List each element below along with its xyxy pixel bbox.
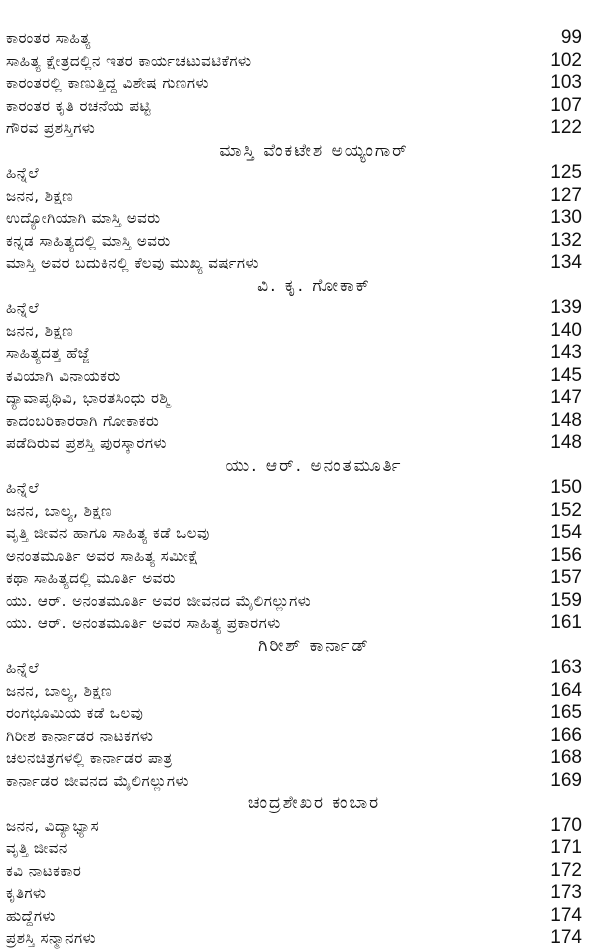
entry-title: ಕವಿ ನಾಟಕಕಾರ	[6, 861, 82, 880]
toc-entry	[6, 860, 582, 883]
entry-page-number: 143	[550, 342, 582, 364]
entry-page-number: 173	[550, 882, 582, 904]
toc-entry	[6, 50, 582, 73]
table-of-contents	[6, 27, 582, 950]
entry-title: ಯು. ಆರ್. ಅನಂತಮೂರ್ತಿ ಅವರ ಜೀವನದ ಮೈಲಿಗಲ್ಲುಗಳು	[6, 591, 312, 610]
entry-title: ಮಾಸ್ತಿ ಅವರ ಬದುಕಿನಲ್ಲಿ ಕೆಲವು ಮುಖ್ಯ ವರ್ಷಗಳು	[6, 254, 259, 273]
entry-title: ರಂಗಭೂಮಿಯ ಕಡೆ ಒಲವು	[6, 704, 144, 723]
toc-entry	[6, 185, 582, 208]
entry-page-number: 157	[550, 567, 582, 589]
toc-entry	[6, 117, 582, 140]
toc-entry	[6, 27, 582, 50]
toc-entry	[6, 162, 582, 185]
entry-page-number: 168	[550, 747, 582, 769]
entry-page-number: 103	[550, 72, 582, 94]
entry-title: ಹುದ್ದೆಗಳು	[6, 906, 56, 925]
entry-page-number: 154	[550, 522, 582, 544]
entry-title: ಪಡೆದಿರುವ ಪ್ರಶಸ್ತಿ ಪುರಸ್ಕಾರಗಳು	[6, 434, 167, 453]
entry-page-number: 127	[550, 184, 582, 206]
entry-page-number: 152	[550, 499, 582, 521]
entry-title: ಕಾದಂಬರಿಕಾರರಾಗಿ ಗೋಕಾಕರು	[6, 411, 160, 430]
entry-title: ವೃತ್ತಿ ಜೀವನ ಹಾಗೂ ಸಾಹಿತ್ಯ ಕಡೆ ಒಲವು	[6, 524, 210, 543]
entry-title: ಗೌರವ ಪ್ರಶಸ್ತಿಗಳು	[6, 119, 96, 138]
toc-entry	[6, 432, 582, 455]
entry-page-number: 99	[560, 27, 582, 49]
entry-page-number: 174	[550, 904, 582, 926]
entry-title: ಪ್ರಶಸ್ತಿ ಸನ್ಮಾನಗಳು	[6, 929, 97, 948]
entry-page-number: 150	[550, 477, 582, 499]
toc-entry	[6, 320, 582, 343]
toc-entry	[6, 770, 582, 793]
entry-title: ಕವಿಯಾಗಿ ವಿನಾಯಕರು	[6, 366, 121, 385]
entry-page-number: 172	[550, 859, 582, 881]
toc-entry	[6, 927, 582, 950]
entry-title: ಯು. ಆರ್. ಅನಂತಮೂರ್ತಿ ಅವರ ಸಾಹಿತ್ಯ ಪ್ರಕಾರಗಳು	[6, 614, 281, 633]
entry-title: ಗಿರೀಶ ಕಾರ್ನಾಡರ ನಾಟಕಗಳು	[6, 726, 154, 745]
toc-entry	[6, 297, 582, 320]
toc-entry	[6, 747, 582, 770]
entry-page-number: 122	[550, 117, 582, 139]
entry-page-number: 166	[550, 724, 582, 746]
toc-entry	[6, 72, 582, 95]
entry-title: ಜನನ, ವಿದ್ಯಾಭ್ಯಾಸ	[6, 816, 100, 835]
entry-page-number: 174	[550, 927, 582, 949]
entry-title: ಕಥಾ ಸಾಹಿತ್ಯದಲ್ಲಿ ಮೂರ್ತಿ ಅವರು	[6, 569, 176, 588]
entry-title: ಹಿನ್ನೆಲೆ	[6, 299, 40, 318]
toc-entry	[6, 522, 582, 545]
toc-entry	[6, 702, 582, 725]
entry-page-number: 164	[550, 679, 582, 701]
toc-entry	[6, 657, 582, 680]
entry-page-number: 148	[550, 432, 582, 454]
toc-entry	[6, 477, 582, 500]
toc-entry	[6, 905, 582, 928]
entry-page-number: 171	[550, 837, 582, 859]
entry-page-number: 125	[550, 162, 582, 184]
toc-entry	[6, 882, 582, 905]
entry-page-number: 140	[550, 319, 582, 341]
toc-entry	[6, 590, 582, 613]
toc-entry	[6, 230, 582, 253]
entry-page-number: 102	[550, 49, 582, 71]
entry-title: ಕಾರಂತರ ಕೃತಿ ರಚನೆಯ ಪಟ್ಟಿ	[6, 96, 151, 115]
entry-page-number: 145	[550, 364, 582, 386]
entry-page-number: 156	[550, 544, 582, 566]
entry-page-number: 139	[550, 297, 582, 319]
entry-page-number: 147	[550, 387, 582, 409]
entry-title: ಜನನ, ಶಿಕ್ಷಣ	[6, 186, 74, 205]
entry-page-number: 170	[550, 814, 582, 836]
entry-title: ಕೃತಿಗಳು	[6, 884, 47, 903]
toc-entry	[6, 365, 582, 388]
entry-title: ಕಾರ್ನಾಡರ ಜೀವನದ ಮೈಲಿಗಲ್ಲುಗಳು	[6, 771, 189, 790]
entry-page-number: 159	[550, 589, 582, 611]
entry-title: ಕನ್ನಡ ಸಾಹಿತ್ಯದಲ್ಲಿ ಮಾಸ್ತಿ ಅವರು	[6, 231, 171, 250]
section-heading: ಮಾಸ್ತಿ ವೆಂಕಟೇಶ ಅಯ್ಯಂಗಾರ್	[219, 140, 409, 161]
entry-page-number: 165	[550, 702, 582, 724]
toc-entry	[6, 500, 582, 523]
toc-entry	[6, 567, 582, 590]
section-heading: ಚಂದ್ರಶೇಖರ ಕಂಬಾರ	[247, 793, 381, 813]
entry-title: ಉದ್ಯೋಗಿಯಾಗಿ ಮಾಸ್ತಿ ಅವರು	[6, 209, 161, 228]
toc-entry	[6, 612, 582, 635]
toc-entry	[6, 725, 582, 748]
entry-title: ಕಾರಂತರ ಸಾಹಿತ್ಯ	[6, 29, 91, 48]
entry-title: ವೃತ್ತಿ ಜೀವನ	[6, 839, 68, 858]
toc-entry	[6, 680, 582, 703]
entry-page-number: 169	[550, 769, 582, 791]
entry-title: ಹಿನ್ನೆಲೆ	[6, 164, 40, 183]
entry-page-number: 161	[550, 612, 582, 634]
entry-title: ಕಾರಂತರಲ್ಲಿ ಕಾಣುತ್ತಿದ್ದ ವಿಶೇಷ ಗುಣಗಳು	[6, 74, 209, 93]
toc-entry	[6, 95, 582, 118]
toc-entry	[6, 342, 582, 365]
entry-page-number: 163	[550, 657, 582, 679]
toc-entry	[6, 410, 582, 433]
toc-entry	[6, 545, 582, 568]
entry-title: ಸಾಹಿತ್ಯದತ್ತ ಹೆಜ್ಜೆ	[6, 344, 90, 363]
entry-page-number: 130	[550, 207, 582, 229]
section-heading: ಗಿರೀಶ್ ಕಾರ್ನಾಡ್	[258, 635, 370, 656]
entry-page-number: 134	[550, 252, 582, 274]
entry-title: ಜನನ, ಶಿಕ್ಷಣ	[6, 321, 74, 340]
entry-page-number: 132	[550, 229, 582, 251]
entry-title: ಜನನ, ಬಾಲ್ಯ, ಶಿಕ್ಷಣ	[6, 501, 113, 520]
entry-title: ಹಿನ್ನೆಲೆ	[6, 479, 40, 498]
section-heading: ಯು. ಆರ್. ಅನಂತಮೂರ್ತಿ	[225, 455, 403, 476]
toc-entry	[6, 387, 582, 410]
toc-entry	[6, 837, 582, 860]
toc-entry	[6, 815, 582, 838]
section-heading: ವಿ. ಕೃ. ಗೋಕಾಕ್	[257, 275, 371, 296]
entry-title: ದ್ಯಾವಾಪೃಥಿವಿ, ಭಾರತಸಿಂಧು ರಶ್ಮಿ	[6, 389, 171, 408]
entry-title: ಸಾಹಿತ್ಯ ಕ್ಷೇತ್ರದಲ್ಲಿನ ಇತರ ಕಾರ್ಯಚಟುವಟಿಕೆಗಳು	[6, 51, 252, 70]
toc-entry	[6, 207, 582, 230]
entry-page-number: 107	[550, 94, 582, 116]
entry-title: ಅನಂತಮೂರ್ತಿ ಅವರ ಸಾಹಿತ್ಯ ಸಮೀಕ್ಷೆ	[6, 546, 199, 565]
toc-entry	[6, 252, 582, 275]
entry-page-number: 148	[550, 409, 582, 431]
entry-title: ಚಲನಚಿತ್ರಗಳಲ್ಲಿ ಕಾರ್ನಾಡರ ಪಾತ್ರ	[6, 749, 173, 768]
entry-title: ಜನನ, ಬಾಲ್ಯ, ಶಿಕ್ಷಣ	[6, 681, 113, 700]
entry-title: ಹಿನ್ನೆಲೆ	[6, 659, 40, 678]
